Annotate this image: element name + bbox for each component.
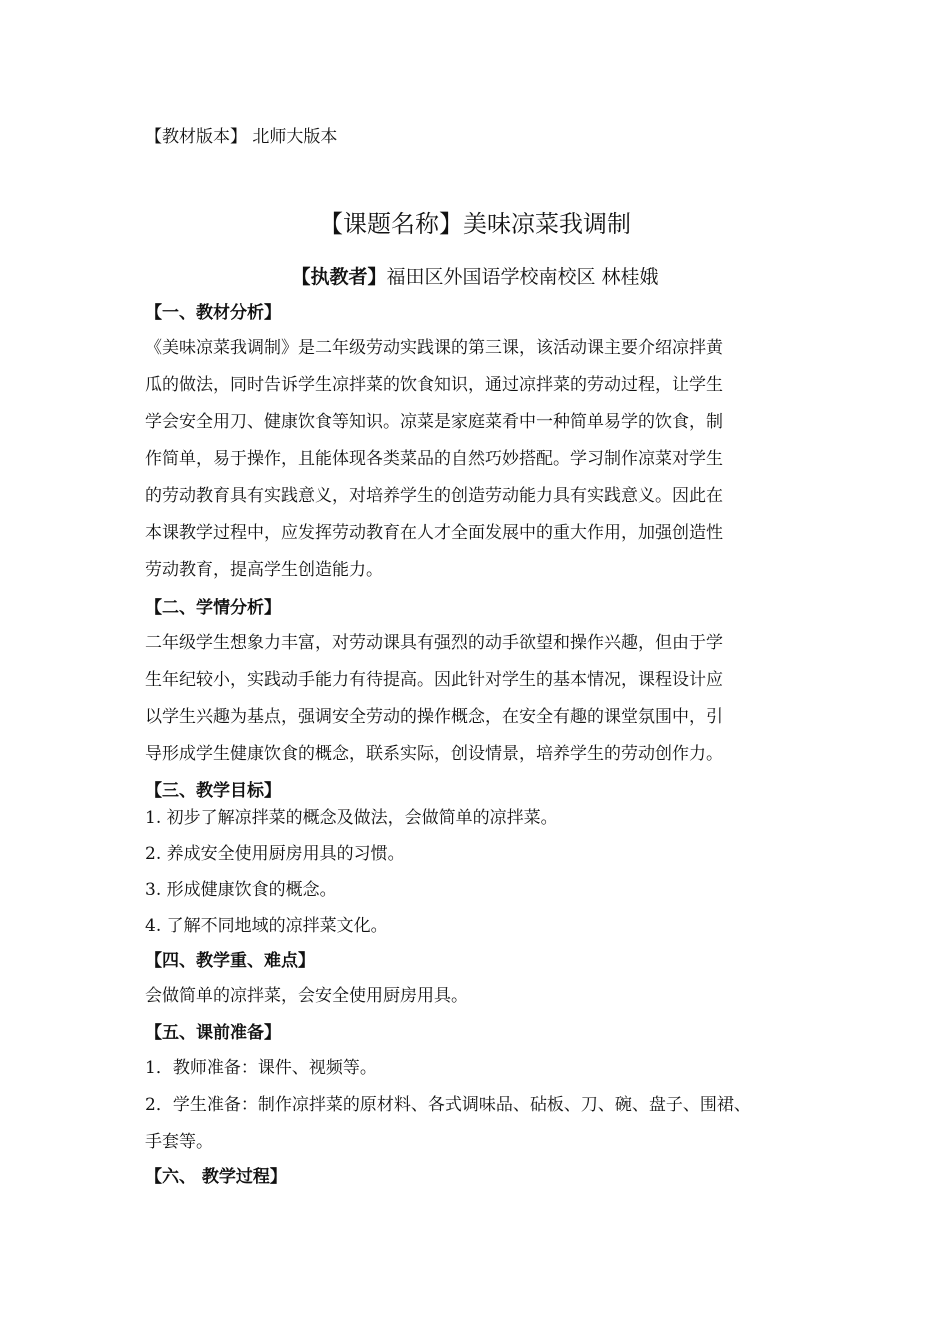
section-heading-key-points: 【四、教学重、难点】 (145, 951, 315, 971)
paragraph-line: 瓜的做法，同时告诉学生凉拌菜的饮食知识，通过凉拌菜的劳动过程，让学生 (145, 375, 723, 395)
teacher-name: 福田区外国语学校南校区 林桂娥 (386, 266, 659, 288)
section-body-key-points (145, 978, 815, 1015)
section-heading-textbook-analysis: 【一、教材分析】 (145, 303, 281, 323)
prep-item: 1．教师准备：课件、视频等。 (145, 1058, 377, 1078)
goal-item: 1. 初步了解凉拌菜的概念及做法，会做简单的凉拌菜。 (145, 808, 558, 828)
paragraph-line: 二年级学生想象力丰富，对劳动课具有强烈的动手欲望和操作兴趣，但由于学 (145, 633, 723, 653)
paragraph-line: 本课教学过程中，应发挥劳动教育在人才全面发展中的重大作用，加强创造性 (145, 523, 723, 543)
goal-item: 4. 了解不同地域的凉拌菜文化。 (145, 916, 388, 936)
teacher-label: 【执教者】 (291, 266, 387, 288)
section-heading-teaching-process: 【六、 教学过程】 (145, 1167, 287, 1187)
section-body-teaching-goals (145, 800, 815, 944)
paragraph-line: 的劳动教育具有实践意义，对培养学生的创造劳动能力具有实践意义。因此在 (145, 486, 723, 506)
section-heading-preparation: 【五、课前准备】 (145, 1023, 281, 1043)
paragraph-line: 作简单，易于操作，且能体现各类菜品的自然巧妙搭配。学习制作凉菜对学生 (145, 449, 723, 469)
paragraph-line: 导形成学生健康饮食的概念，联系实际，创设情景，培养学生的劳动创作力。 (145, 744, 723, 764)
lesson-title: 【课题名称】美味凉菜我调制 (319, 210, 631, 238)
section-body-preparation (145, 1050, 815, 1161)
section-body-textbook-analysis (145, 330, 815, 589)
goal-item: 2. 养成安全使用厨房用具的习惯。 (145, 844, 405, 864)
teacher-line (0, 264, 950, 290)
textbook-edition: 【教材版本】 北师大版本 (145, 127, 338, 147)
paragraph-line: 学会安全用刀、健康饮食等知识。凉菜是家庭菜肴中一种简单易学的饮食，制 (145, 412, 723, 432)
prep-item: 手套等。 (145, 1132, 213, 1152)
section-heading-teaching-goals: 【三、教学目标】 (145, 781, 281, 801)
goal-item: 3. 形成健康饮食的概念。 (145, 880, 337, 900)
section-body-learner-analysis (145, 625, 815, 773)
paragraph-line: 生年纪较小，实践动手能力有待提高。因此针对学生的基本情况，课程设计应 (145, 670, 723, 690)
paragraph-line: 会做简单的凉拌菜，会安全使用厨房用具。 (145, 986, 468, 1006)
section-heading-learner-analysis: 【二、学情分析】 (145, 598, 281, 618)
paragraph-line: 《美味凉菜我调制》是二年级劳动实践课的第三课，该活动课主要介绍凉拌黄 (145, 338, 723, 358)
prep-item: 2．学生准备：制作凉拌菜的原材料、各式调味品、砧板、刀、碗、盘子、围裙、 (145, 1095, 751, 1115)
paragraph-line: 劳动教育，提高学生创造能力。 (145, 560, 383, 580)
paragraph-line: 以学生兴趣为基点，强调安全劳动的操作概念，在安全有趣的课堂氛围中，引 (145, 707, 723, 727)
